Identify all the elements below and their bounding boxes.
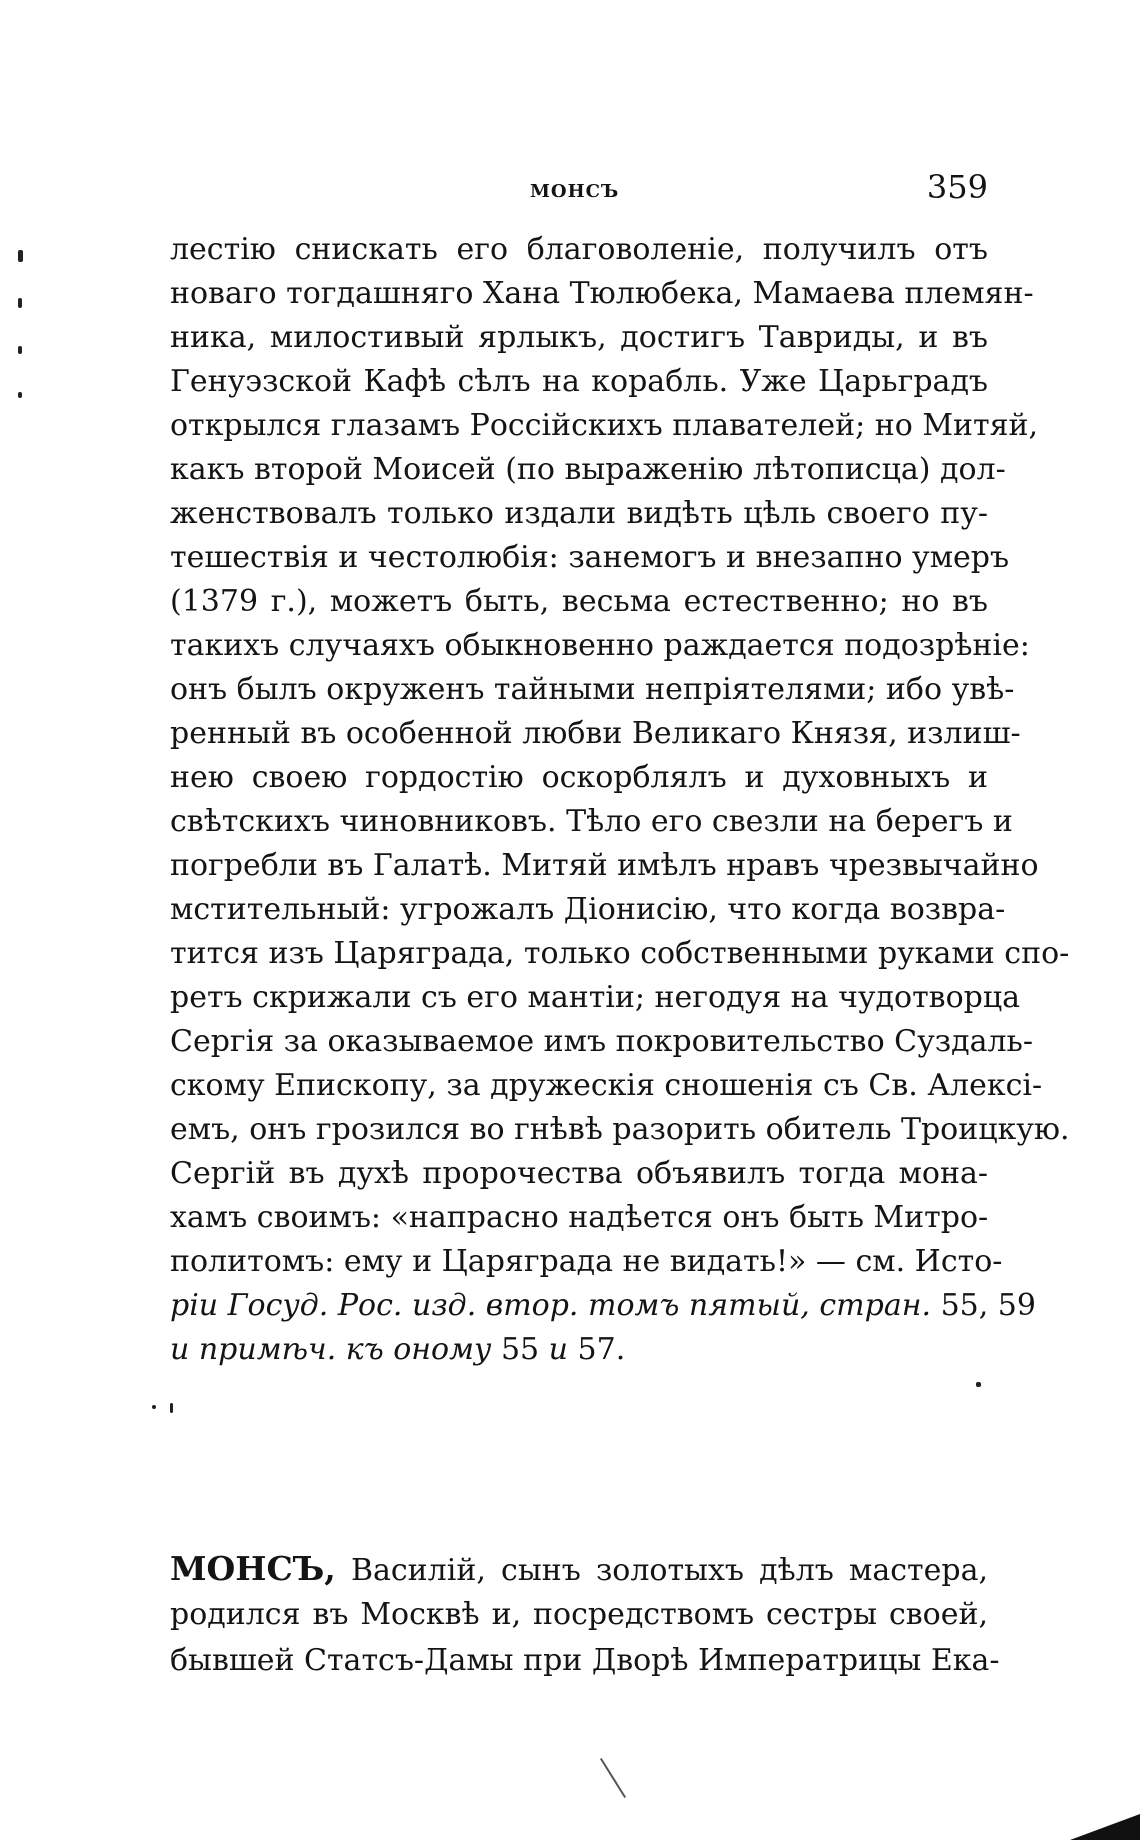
scan-speck [18,298,22,308]
citation-text: ріи Госуд. Рос. изд. втор. томъ пятый, стран. [170,1288,932,1323]
text-line: тится изъ Царяграда, только собственными руками спо- [170,936,1070,971]
text-line: мстительный: угрожалъ Діонисію, что когда возвра- [170,892,1006,927]
scan-speck [18,346,22,354]
text-line: погребли въ Галатѣ. Митяй имѣлъ нравъ чрезвычайно [170,848,1039,883]
text-line: ника, милостивый ярлыкъ, достигъ Тавриды, и въ [170,320,988,355]
scan-mark [1070,1814,1140,1840]
page-number: 359 [926,168,988,206]
text-line: Сергій въ духѣ пророчества объявилъ тогда мона- [170,1156,988,1191]
citation-line [170,1328,988,1372]
scan-speck [152,1405,156,1409]
text-line: (1379 г.), можетъ быть, весьма естественно; но въ [170,584,988,619]
text-line: емъ, онъ грозился во гнѣвѣ разорить обитель Троицкую. [170,1112,1070,1147]
text-line: такихъ случаяхъ обыкновенно раждается подозрѣніе: [170,628,1030,663]
text-line: онъ былъ окруженъ тайными непріятелями; ибо увѣ- [170,672,1015,707]
text-line: лестію снискать его благоволеніе, получилъ отъ [170,232,988,267]
text-line: ретъ скрижали съ его мантіи; негодуя на чудотворца [170,980,1021,1015]
scan-mark [600,1758,626,1798]
text-line: тешествія и честолюбія: занемогъ и внезапно умеръ [170,540,1010,575]
text-line: нею своею гордостію оскорблялъ и духовныхъ и [170,760,988,795]
text-line: Сергія за оказываемое имъ покровительство Суздаль- [170,1024,1034,1059]
text-line: политомъ: ему и Царяграда не видать!» — см. Исто- [170,1244,1003,1279]
entry-headword: МОНСЪ, [170,1549,336,1588]
entry-continuation [170,228,1070,1372]
text-line: свѣтскихъ чиновниковъ. Тѣло его свезли на берегъ и [170,804,1013,839]
text-line: родился въ Москвѣ и, посредствомъ сестры своей, [170,1597,988,1632]
text-line: новаго тогдашняго Хана Тюлюбека, Мамаева племян- [170,276,1034,311]
citation-pages: 57. [577,1332,626,1367]
scan-speck [976,1382,981,1387]
text-line: бывшей Статсъ-Дамы при Дворѣ Императрицы Ека- [170,1643,1000,1678]
scan-speck [18,392,22,398]
text-line: Генуэзской Кафѣ сѣлъ на корабль. Уже Царьградъ [170,364,988,399]
citation-text: и [548,1332,568,1367]
page-header [170,168,988,208]
citation-pages: 55 [500,1332,540,1367]
citation-pages: 55, 59 [940,1288,1036,1323]
text-line: открылся глазамъ Россійскихъ плавателей; но Митяй, [170,408,1039,443]
running-head: монсъ [530,174,620,204]
text-line: ренный въ особенной любви Великаго Князя, излиш- [170,716,1021,751]
text-line: скому Епископу, за дружескія сношенія съ Св. Алексі- [170,1068,1043,1103]
text-line: хамъ своимъ: «напрасно надѣется онъ быть Митро- [170,1200,989,1235]
text-line: женствовалъ только издали видѣть цѣль своего пу- [170,496,988,531]
entry-text: Василій, сынъ золотыхъ дѣлъ мастера, [350,1553,988,1588]
text-line: какъ второй Моисей (по выраженію лѣтописца) дол- [170,452,1006,487]
scan-speck [170,1403,173,1413]
scan-speck [18,250,23,262]
citation-text: и примѣч. къ оному [170,1332,492,1367]
new-entry [170,1546,1000,1684]
entry-first-line [170,1546,988,1592]
citation-line [170,1284,1036,1328]
